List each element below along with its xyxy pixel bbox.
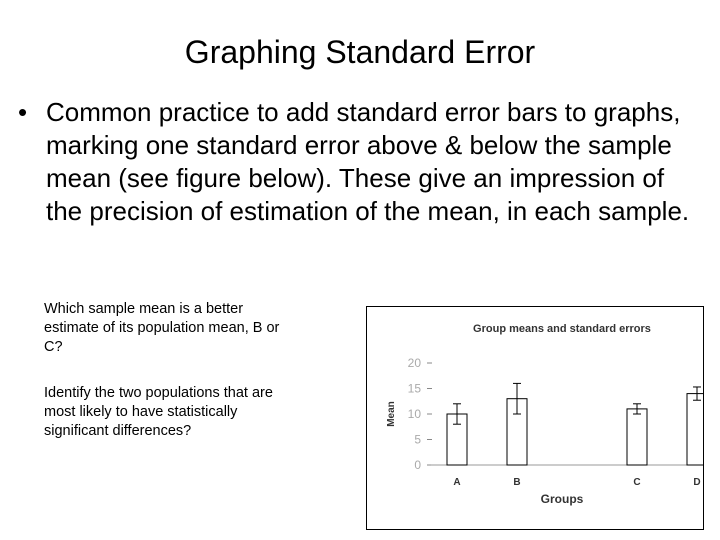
x-tick-label: D: [693, 477, 701, 488]
question-2: Identify the two populations that are most likely to have statistically significant differences?: [44, 385, 273, 439]
y-tick-label: 20: [407, 356, 421, 370]
y-tick-label: 5: [414, 432, 421, 447]
bullet-point: [18, 96, 698, 228]
chart-title: Group means and standard errors: [473, 323, 651, 335]
bullet-text: Common practice to add standard error bars to graphs, marking one standard error above & below the sample mean (see figure below). These give an impression of the precision of estimation of the mean, in each sample.: [46, 97, 690, 226]
x-axis-label: Groups: [540, 492, 584, 506]
bar-C: [627, 409, 647, 465]
y-axis-label: Mean: [386, 401, 397, 427]
bar-D: [687, 394, 703, 465]
y-tick-label: 0: [414, 458, 421, 472]
y-tick-label: 15: [407, 381, 421, 396]
chart-frame: [366, 306, 704, 530]
error-bar-chart: [367, 307, 703, 529]
slide-title: Graphing Standard Error: [184, 34, 536, 70]
x-tick-label: B: [513, 477, 521, 488]
question-1: Which sample mean is a better estimate of its population mean, B or C?: [44, 301, 280, 355]
x-tick-label: C: [633, 477, 641, 488]
x-tick-label: A: [453, 477, 461, 488]
bullet-dot-icon: •: [18, 97, 28, 127]
y-tick-label: 10: [407, 407, 421, 421]
